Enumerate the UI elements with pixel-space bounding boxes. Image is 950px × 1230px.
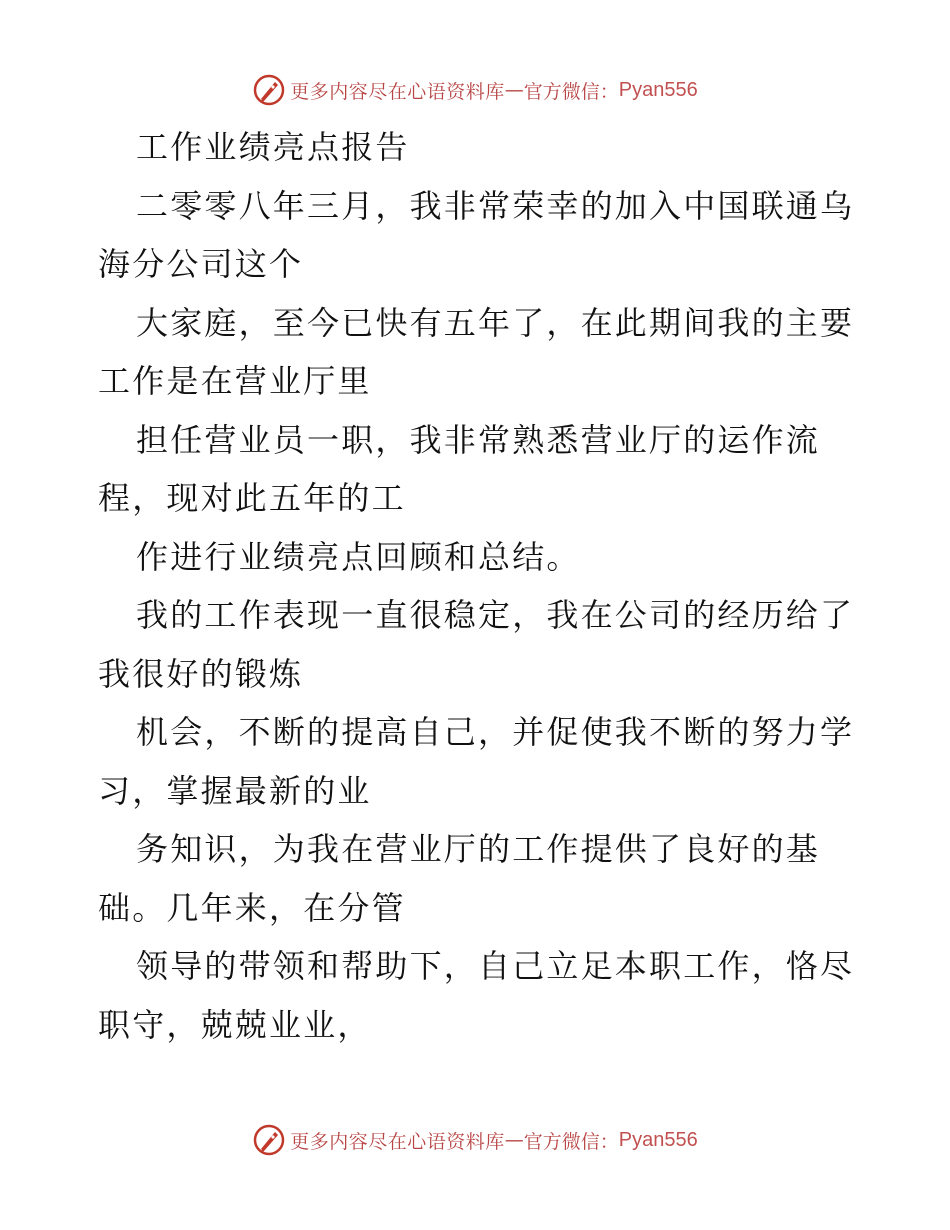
quill-pen-icon	[252, 73, 286, 107]
body-text-line: 我很好的锻炼	[98, 654, 304, 693]
body-text-line: 程，现对此五年的工	[98, 479, 406, 517]
body-text-line: 领导的带领和帮助下，自己立足本职工作，恪尽	[136, 947, 855, 985]
watermark-wechat-id: Pyan556	[618, 78, 698, 101]
watermark-wechat-label: 官方微信：	[523, 1130, 619, 1153]
document-title: 工作业绩亮点报告	[136, 128, 410, 166]
watermark-separator: —	[504, 79, 524, 101]
page-header-watermark	[0, 72, 950, 108]
body-text-line: 海分公司这个	[98, 245, 304, 283]
document-body	[98, 118, 858, 1054]
body-text-line: 务知识，为我在营业厅的工作提供了良好的基	[136, 830, 821, 868]
watermark-wechat-label: 官方微信：	[523, 80, 619, 103]
watermark-separator: —	[504, 1129, 524, 1151]
body-text-line: 我的工作表现一直很稳定，我在公司的经历给了	[136, 596, 855, 634]
page-footer-watermark	[0, 1122, 950, 1158]
body-text-line: 职守，兢兢业业，	[98, 1005, 372, 1044]
watermark-brand-text: 更多内容尽在心语资料库	[290, 80, 505, 103]
body-text-line: 担任营业员一职，我非常熟悉营业厅的运作流	[136, 420, 821, 459]
body-text-line: 大家庭，至今已快有五年了，在此期间我的主要	[136, 303, 855, 342]
body-text-line: 机会，不断的提高自己，并促使我不断的努力学	[136, 713, 855, 751]
quill-pen-icon	[252, 1123, 286, 1157]
watermark-brand-text: 更多内容尽在心语资料库	[290, 1130, 505, 1153]
watermark-wechat-id: Pyan556	[618, 1128, 698, 1151]
body-text-line: 础。几年来，在分管	[98, 888, 406, 927]
body-text-line: 二零零八年三月，我非常荣幸的加入中国联通乌	[136, 186, 855, 225]
body-text-line: 习，掌握最新的业	[98, 771, 372, 810]
body-text-line: 作进行业绩亮点回顾和总结。	[136, 537, 581, 576]
body-text-line: 工作是在营业厅里	[98, 362, 372, 400]
